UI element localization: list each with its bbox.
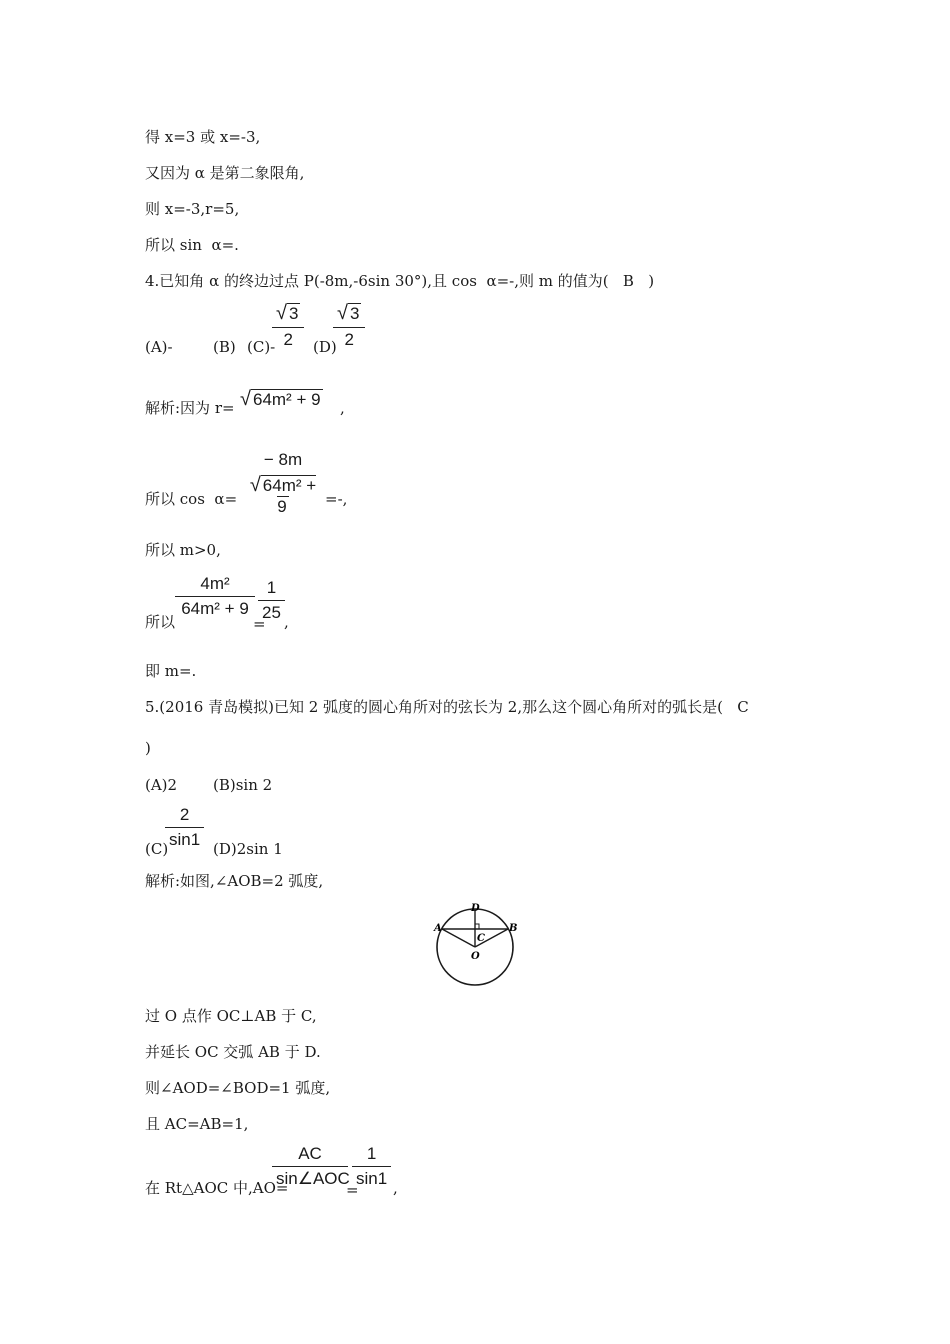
q4-option-a: (A)-: [145, 338, 173, 356]
solution-angle-aod: 则∠AOD=∠BOD=1 弧度,: [145, 1079, 331, 1097]
solution-r-prefix: 解析:因为 r=: [145, 399, 235, 417]
solution-ao-fraction: AC sin∠AOC: [272, 1144, 348, 1189]
solution-perpendicular: 过 O 点作 OC⊥AB 于 C,: [145, 1007, 317, 1025]
label-a: A: [434, 923, 442, 934]
circle-figure: [425, 900, 525, 990]
line-sin-alpha: 所以 sin α=.: [145, 236, 239, 254]
solution-ratio-equals: =: [253, 615, 266, 633]
q4-option-c: (C)-: [247, 338, 276, 356]
solution-cos-fraction: − 8m √ 64m² + 9: [249, 450, 317, 516]
q4-option-d-fraction: $\frac{√ 3}{2}$: [333, 302, 365, 350]
q5-option-c-fraction: $\frac{2}{\sin 1}$: [165, 805, 204, 850]
solution-ao-prefix: 在 Rt△AOC 中,AO=: [145, 1179, 289, 1197]
label-d: D: [471, 903, 480, 914]
label-b: B: [509, 923, 518, 934]
solution-r-sqrt: √ 64m² + 9: [240, 388, 321, 410]
solution-cos-prefix: 所以 cos α=: [145, 490, 238, 508]
solution-ratio-fraction: $\frac{\text{4m²}}{\text{64m² + 9}}$: [175, 574, 255, 619]
radius-oa: [442, 929, 475, 947]
line-x-r-values: 则 x=-3,r=5,: [145, 200, 240, 218]
label-o: O: [471, 951, 480, 962]
q4-option-b: (B): [213, 338, 236, 356]
q5-option-a: (A)2: [145, 776, 178, 794]
solution-extend-oc: 并延长 OC 交弧 AB 于 D.: [145, 1043, 321, 1061]
solution-cos-suffix: =-,: [325, 490, 348, 508]
solution-ratio-prefix: 所以: [145, 613, 176, 631]
solution-angle-aob: 解析:如图,∠AOB=2 弧度,: [145, 872, 324, 890]
solution-m-value: 即 m=.: [145, 662, 197, 680]
solution-m-positive: 所以 m>0,: [145, 541, 221, 559]
question-5: 5.(2016 青岛模拟)已知 2 弧度的圆心角所对的弦长为 2,那么这个圆心角所对的弧长是( C: [145, 698, 749, 716]
q5-option-b: (B)sin 2: [213, 776, 273, 794]
solution-ratio-result: $\frac{1}{25}$: [258, 578, 285, 623]
solution-ao-suffix: ,: [393, 1179, 398, 1197]
line-second-quadrant: 又因为 α 是第二象限角,: [145, 164, 305, 182]
solution-r-suffix: ,: [340, 399, 345, 417]
solution-ao-equals: =: [346, 1181, 359, 1199]
solution-ac-value: 且 AC=AB=1,: [145, 1115, 249, 1133]
solution-ratio-suffix: ,: [284, 613, 289, 631]
q5-option-d: (D)2sin 1: [213, 840, 283, 858]
question-4: 4.已知角 α 的终边过点 P(-8m,-6sin 30°),且 cos α=-,则 m 的值为( B ): [145, 272, 655, 290]
question-5-continued: ): [145, 739, 151, 757]
q4-option-c-fraction: $\frac{√ 3}{2}$: [272, 302, 304, 350]
line-x-solutions: 得 x=3 或 x=-3,: [145, 128, 261, 146]
solution-ao-result: $\frac{1}{\sin 1}$: [352, 1144, 391, 1189]
q4-option-d: (D): [313, 338, 337, 356]
q5-option-c: (C): [145, 840, 169, 858]
label-c: C: [477, 933, 485, 944]
